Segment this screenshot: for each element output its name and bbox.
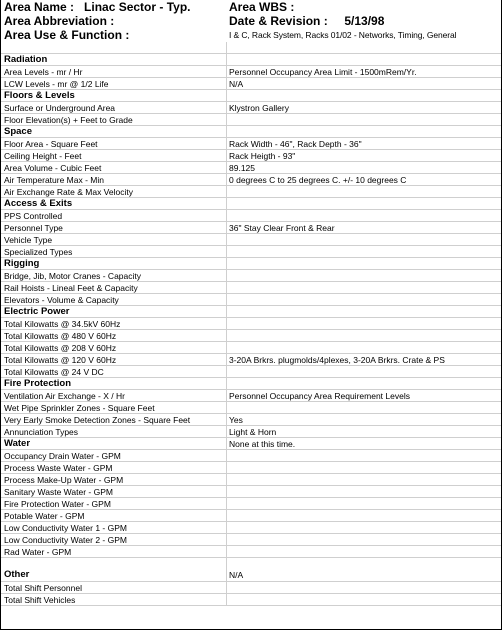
row-label: Total Kilowatts @ 120 V 60Hz	[1, 354, 227, 365]
row-value	[227, 486, 501, 497]
row-label: Vehicle Type	[1, 234, 227, 245]
table-row	[1, 354, 501, 366]
row-value	[227, 294, 501, 305]
row-label: Low Conductivity Water 2 - GPM	[1, 534, 227, 545]
table-row	[1, 594, 501, 606]
row-value	[227, 378, 501, 389]
header-row-use-function	[1, 28, 501, 42]
section-heading: Electric Power	[1, 306, 227, 317]
section-row	[1, 438, 501, 450]
table-row	[1, 66, 501, 78]
table-row	[1, 534, 501, 546]
row-value	[227, 282, 501, 293]
row-label: Specialized Types	[1, 246, 227, 257]
table-row	[1, 186, 501, 198]
row-label: Total Kilowatts @ 480 V 60Hz	[1, 330, 227, 341]
row-label: Very Early Smoke Detection Zones - Square Feet	[1, 414, 227, 425]
row-value	[227, 186, 501, 197]
table-row	[1, 246, 501, 258]
row-label: PPS Controlled	[1, 210, 227, 221]
row-value: 0 degrees C to 25 degrees C. +/- 10 degrees C	[229, 175, 407, 185]
row-value	[227, 366, 501, 377]
section-row	[1, 90, 501, 102]
row-label: Occupancy Drain Water - GPM	[1, 450, 227, 461]
row-label: Annunciation Types	[1, 426, 227, 437]
row-value	[227, 450, 501, 461]
row-label: Elevators - Volume & Capacity	[1, 294, 227, 305]
table-row	[1, 234, 501, 246]
row-label: Wet Pipe Sprinkler Zones - Square Feet	[1, 402, 227, 413]
area-wbs-label: Area WBS :	[229, 0, 295, 14]
section-heading: Space	[1, 126, 227, 137]
row-value	[227, 258, 501, 269]
row-value: Personnel Occupancy Area Requirement Levels	[229, 391, 410, 401]
row-label	[1, 42, 227, 53]
row-value	[227, 474, 501, 485]
row-value	[227, 246, 501, 257]
row-value	[227, 234, 501, 245]
row-label: Rad Water - GPM	[1, 546, 227, 557]
table-row	[1, 462, 501, 474]
table-row	[1, 414, 501, 426]
section-row	[1, 198, 501, 210]
area-use-function-label: Area Use & Function :	[4, 28, 130, 42]
row-label: Floor Elevation(s) + Feet to Grade	[1, 114, 227, 125]
row-value	[227, 462, 501, 473]
table-row	[1, 426, 501, 438]
section-heading: Fire Protection	[1, 378, 227, 389]
row-value	[227, 90, 501, 101]
row-value	[227, 42, 501, 53]
row-label: Total Kilowatts @ 208 V 60Hz	[1, 342, 227, 353]
table-row	[1, 474, 501, 486]
row-label: Process Waste Water - GPM	[1, 462, 227, 473]
table-row	[1, 390, 501, 402]
row-value: Light & Horn	[229, 427, 277, 437]
table-row	[1, 42, 501, 54]
row-value	[227, 330, 501, 341]
table-row	[1, 210, 501, 222]
section-heading: Rigging	[1, 258, 227, 269]
row-label: Potable Water - GPM	[1, 510, 227, 521]
date-revision-label: Date & Revision : 5/13/98	[229, 14, 385, 28]
row-label: LCW Levels - mr @ 1/2 Life	[1, 78, 227, 89]
row-label: Total Kilowatts @ 24 V DC	[1, 366, 227, 377]
table-row	[1, 174, 501, 186]
table-row	[1, 366, 501, 378]
row-label: Total Shift Vehicles	[1, 594, 227, 605]
table-row	[1, 282, 501, 294]
row-value: Klystron Gallery	[229, 103, 289, 113]
row-value: Yes	[229, 415, 243, 425]
section-heading: Water	[1, 438, 227, 449]
area-use-function-value: I & C, Rack System, Racks 01/02 - Networks, Timing, General	[229, 30, 457, 40]
table-row	[1, 150, 501, 162]
row-value	[227, 594, 501, 605]
table-row	[1, 546, 501, 558]
row-label: Sanitary Waste Water - GPM	[1, 486, 227, 497]
row-label: Low Conductivity Water 1 - GPM	[1, 522, 227, 533]
area-name-label: Area Name : Linac Sector - Typ.	[4, 0, 191, 14]
row-label: Ventilation Air Exchange - X / Hr	[1, 390, 227, 401]
table-row	[1, 138, 501, 150]
row-value	[227, 402, 501, 413]
spec-table	[1, 42, 501, 606]
section-heading: Other	[1, 558, 227, 581]
row-value	[227, 546, 501, 557]
row-value	[227, 270, 501, 281]
table-row	[1, 402, 501, 414]
table-row	[1, 318, 501, 330]
table-row	[1, 510, 501, 522]
row-value	[227, 498, 501, 509]
row-value: 36" Stay Clear Front & Rear	[229, 223, 335, 233]
row-value	[227, 210, 501, 221]
row-value	[227, 126, 501, 137]
row-value: Personnel Occupancy Area Limit - 1500mRem/Yr.	[229, 67, 417, 77]
row-value: Rack Width - 46", Rack Depth - 36"	[229, 139, 362, 149]
row-label: Surface or Underground Area	[1, 102, 227, 113]
table-row	[1, 450, 501, 462]
row-label: Process Make-Up Water - GPM	[1, 474, 227, 485]
row-label: Air Temperature Max - Min	[1, 174, 227, 185]
table-row	[1, 522, 501, 534]
row-value	[227, 510, 501, 521]
row-label: Area Levels - mr / Hr	[1, 66, 227, 77]
row-value: None at this time.	[229, 439, 296, 449]
row-value	[227, 534, 501, 545]
row-label: Air Exchange Rate & Max Velocity	[1, 186, 227, 197]
row-value: 89.125	[229, 163, 255, 173]
table-row	[1, 582, 501, 594]
header-row-abbreviation	[1, 14, 501, 28]
row-value	[227, 54, 501, 65]
table-row	[1, 486, 501, 498]
section-heading: Access & Exits	[1, 198, 227, 209]
row-value: N/A	[229, 570, 244, 580]
row-label: Area Volume - Cubic Feet	[1, 162, 227, 173]
table-row	[1, 162, 501, 174]
row-label: Fire Protection Water - GPM	[1, 498, 227, 509]
section-row	[1, 558, 501, 582]
header-row-area-name	[1, 0, 501, 14]
table-row	[1, 498, 501, 510]
table-row	[1, 102, 501, 114]
section-row	[1, 258, 501, 270]
row-value	[227, 318, 501, 329]
section-heading: Floors & Levels	[1, 90, 227, 101]
table-row	[1, 294, 501, 306]
table-row	[1, 330, 501, 342]
row-value	[227, 342, 501, 353]
row-label: Ceiling Height - Feet	[1, 150, 227, 161]
row-value: Rack Heigth - 93"	[229, 151, 296, 161]
row-label: Bridge, Jib, Motor Cranes - Capacity	[1, 270, 227, 281]
table-row	[1, 78, 501, 90]
row-label: Rail Hoists - Lineal Feet & Capacity	[1, 282, 227, 293]
section-row	[1, 378, 501, 390]
section-row	[1, 306, 501, 318]
row-value: 3-20A Brkrs. plugmolds/4plexes, 3-20A Brkrs. Crate & PS	[229, 355, 445, 365]
row-value	[227, 198, 501, 209]
section-heading: Radiation	[1, 54, 227, 65]
area-abbreviation-label: Area Abbreviation :	[4, 14, 115, 28]
row-label: Total Shift Personnel	[1, 582, 227, 593]
table-row	[1, 114, 501, 126]
section-row	[1, 126, 501, 138]
row-label: Floor Area - Square Feet	[1, 138, 227, 149]
section-row	[1, 54, 501, 66]
table-row	[1, 270, 501, 282]
row-label: Total Kilowatts @ 34.5kV 60Hz	[1, 318, 227, 329]
row-value	[227, 582, 501, 593]
row-label: Personnel Type	[1, 222, 227, 233]
table-row	[1, 342, 501, 354]
row-value	[227, 306, 501, 317]
row-value	[227, 522, 501, 533]
row-value	[227, 114, 501, 125]
table-row	[1, 222, 501, 234]
row-value: N/A	[229, 79, 244, 89]
